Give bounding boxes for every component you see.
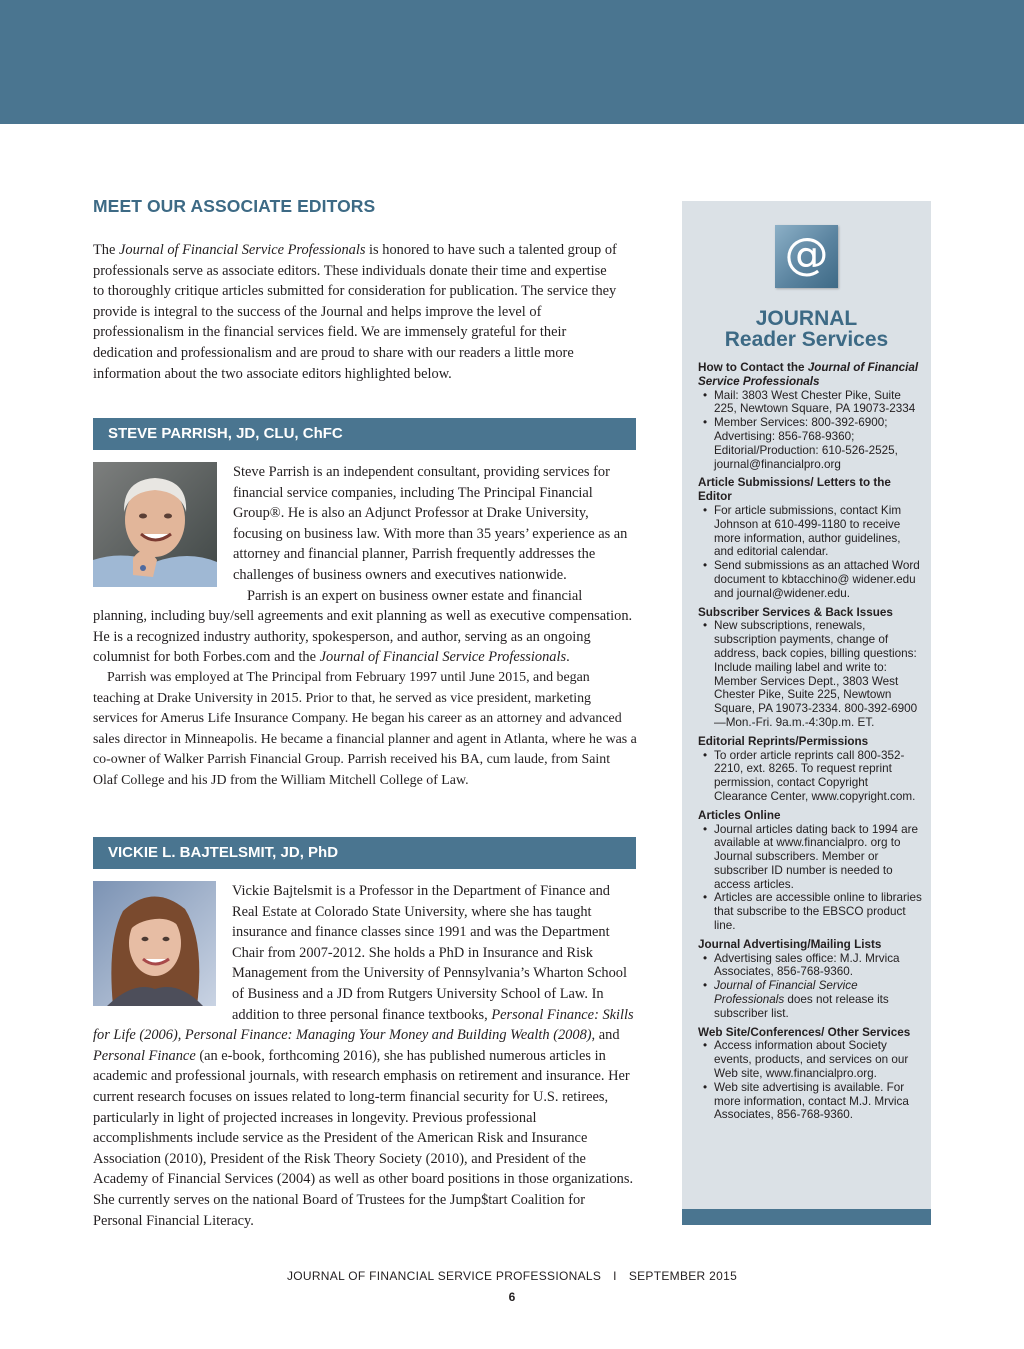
bullet-icon: • [703,1080,708,1094]
editor2-bio-text: Vickie Bajtelsmit is a Professor in the Department of Finance and Real Estate at Colorado State University, where she has taught insurance and finance classes since 1991 and was the Department Chair from 2007-2012. She holds a PhD in Insurance and Risk Management from the University of Pennsylvania’s Wharton School of Business and a JD from Rutgers University School of Law. In addition to three personal finance textbooks, [232,883,627,1023]
sidebar-bottom-bar [682,1209,931,1225]
editor2-name-bar: VICKIE L. BAJTELSMIT, JD, PhD [93,837,636,869]
at-sign-icon [775,225,838,288]
editor1-bio-p2-text: Parrish is an expert on business owner estate and financial planning, including buy/sell agreements and exit planning as well as executive compensation. He is a recognized industry authority, spokesperson, and author, serving as an ongoing columnist for both Forbes.com and the [93,587,633,666]
advertising-office: Advertising sales office: M.J. Mrvica Associates, 856-768-9360. [714,951,900,979]
sidebar-title-journal: JOURNAL [755,307,858,330]
intro-paragraph [93,240,618,384]
bullet-icon: • [703,891,708,905]
editor1-bio-p2-end: . [566,649,570,666]
list-item [698,979,923,1020]
submissions-heading: Article Submissions/ Letters to the Editor [698,476,891,504]
page-footer [0,1269,1024,1283]
list-item [698,891,923,932]
at-sign-glyph: @ [784,229,829,280]
bullet-icon: • [703,979,708,993]
bullet-icon: • [703,748,708,762]
editor1-bio-p1: Steve Parrish is an independent consultant, providing services for financial service companies, including The Principal Financial Group®. He is also an Adjunct Professor at Drake University, focusing on business law. With more than 35 years’ experience as an attorney and financial planner, Parrish frequently addresses the challenges of business owners and executives nationwide. [233,464,628,583]
bullet-icon: • [703,416,708,430]
subscriber-info: New subscriptions, renewals, subscription payments, change of address, back copies, billing questions: Include mailing label and write to: Member Services Dept., 3803 West Chester Pike, Suite 225, Newtown Square, PA 19073-2334. 800-392-6900—Mon.-Fri. 9a.m.-4:30p.m. ET. [714,619,918,729]
advertising-list-note: does not release its subscriber list. [714,993,889,1020]
reprints-heading: Editorial Reprints/Permissions [698,734,869,748]
advertising-journal: Journal of Financial Service Professionals [714,979,858,1007]
bullet-icon: • [703,1039,708,1053]
bullet-icon: • [703,951,708,965]
editor1-portrait-image [93,462,217,587]
section-title: MEET OUR ASSOCIATE EDITORS [93,196,376,216]
reprints-info: To order article reprints call 800-352-2210, ext. 8265. To request reprint permission, contact Copyright Clearance Center, www.copyright.com. [714,748,916,803]
editor1-photo [93,462,217,587]
contact-heading [698,361,923,389]
journal-name-italic: Journal of Financial Service Professionals [319,649,567,666]
editor2-book-titles: Personal Finance: Skills for Life (2006), Personal Finance: Managing Your Money and Building Wealth (2008), [93,1006,634,1044]
online-libraries: Articles are accessible online to libraries that subscribe to the EBSCO product line. [714,891,922,933]
list-item [698,619,923,729]
contact-heading-journal: Journal of Financial Service Professionals [698,361,919,388]
submissions-format: Send submissions as an attached Word document to kbtacchino@ widener.edu and journal@widener.edu. [714,559,920,600]
bullet-icon: • [703,822,708,836]
sidebar-content [698,361,923,1122]
header-band [0,0,1024,124]
list-item [698,1081,923,1122]
web-heading: Web Site/Conferences/ Other Services [698,1025,911,1039]
bullet-icon: • [703,619,708,633]
subscriber-heading: Subscriber Services & Back Issues [698,605,893,619]
advertising-heading: Journal Advertising/Mailing Lists [698,937,882,951]
footer-date: SEPTEMBER 2015 [628,1269,738,1283]
editor2-book-title-ebook: Personal Finance [93,1047,196,1064]
list-item [698,504,923,559]
footer-journal: JOURNAL OF FINANCIAL SERVICE PROFESSIONALS [286,1269,602,1283]
bullet-icon: • [703,559,708,573]
page-number: 6 [508,1290,516,1304]
web-info: Access information about Society events, products, and services on our Web site, www.financialpro.org. [714,1039,909,1081]
web-advertising: Web site advertising is available. For more information, contact M.J. Mrvica Associates, 856-768-9360. [714,1080,909,1122]
submissions-contact: For article submissions, contact Kim Johnson at 610-499-1180 to receive more information, author guidelines, and editorial calendar. [714,503,902,559]
editor2-bio-text-mid: and [595,1027,620,1044]
bullet-icon: • [703,388,708,402]
online-heading: Articles Online [698,808,781,822]
contact-mail: Mail: 3803 West Chester Pike, Suite 225, Newtown Square, PA 19073-2334 [714,388,916,416]
main-column [93,196,638,1229]
list-item [698,823,923,892]
sidebar-title-reader-services: Reader Services [724,328,889,351]
list-item [698,1039,923,1080]
editor1-bio-p3: Parrish was employed at The Principal from February 1997 until June 2015, and began teaching at Drake University in 2015. Prior to that, he served as vice president, marketing services for Amerus Life Insurance Company. He began his career as an attorney and advanced sales director in Minneapolis. He became a financial planner and agent in Atlanta, where he was a co-owner of Walker Parrish Financial Group. Parrish received his BA, cum laude, from Saint Olaf College and his JD from the William Mitchell College of Law. [93,669,637,788]
intro-text-post: is honored to have such a talented group of professionals serve as associate editors. These individuals donate their time and expertise to thoroughly critique articles submitted for consideration for publication. The service they provide is integral to the success of the Journal and helps improve the level of professionalism in the financial services field. We are immensely grateful for their dedication and professionalism and are proud to share with our readers a little more information about the two associate editors highlighted below. [93,242,617,382]
list-item [698,952,923,980]
editor1-bio-p2 [93,586,638,668]
online-info: Journal articles dating back to 1994 are available at www.financialpro. org to Journal subscribers. Member or subscriber ID number is needed to access articles. [714,822,919,891]
editor2-photo [93,881,216,1006]
contact-heading-text: How to Contact the [698,361,808,374]
list-item [698,749,923,804]
editor2-portrait-image [93,881,216,1006]
footer-separator: I [613,1269,617,1283]
editor1-name-bar: STEVE PARRISH, JD, CLU, ChFC [93,418,636,450]
contact-phone-email: Member Services: 800-392-6900; Advertising: 856-768-9360; Editorial/Production: 610-526-2525, journal@financialpro.org [714,416,898,471]
list-item [698,389,923,417]
intro-text-pre: The [93,242,119,258]
list-item [698,559,923,600]
journal-name-italic: Journal of Financial Service Professionals [118,242,366,258]
bullet-icon: • [703,503,708,517]
list-item [698,416,923,471]
reader-services-sidebar [682,201,931,1225]
editor2-bio-text-post: (an e-book, forthcoming 2016), she has published numerous articles in academic and professional journals, with research emphasis on retirement and insurance. Her current research focuses on issues related to long-term financial security for U.S. retirees, particularly in light of projected increases in longevity. Previous professional accomplishments include service as the President of the American Risk and Insurance Association (2010), President of the Risk Theory Society (2010), and President of the Academy of Financial Services (2004) as well as other board positions in those organizations. She currently serves on the national Board of Trustees for the Jump$tart Coalition for Personal Financial Literacy. [93,1047,634,1229]
editor1-bio [93,462,638,792]
editor2-bio [93,881,638,1231]
